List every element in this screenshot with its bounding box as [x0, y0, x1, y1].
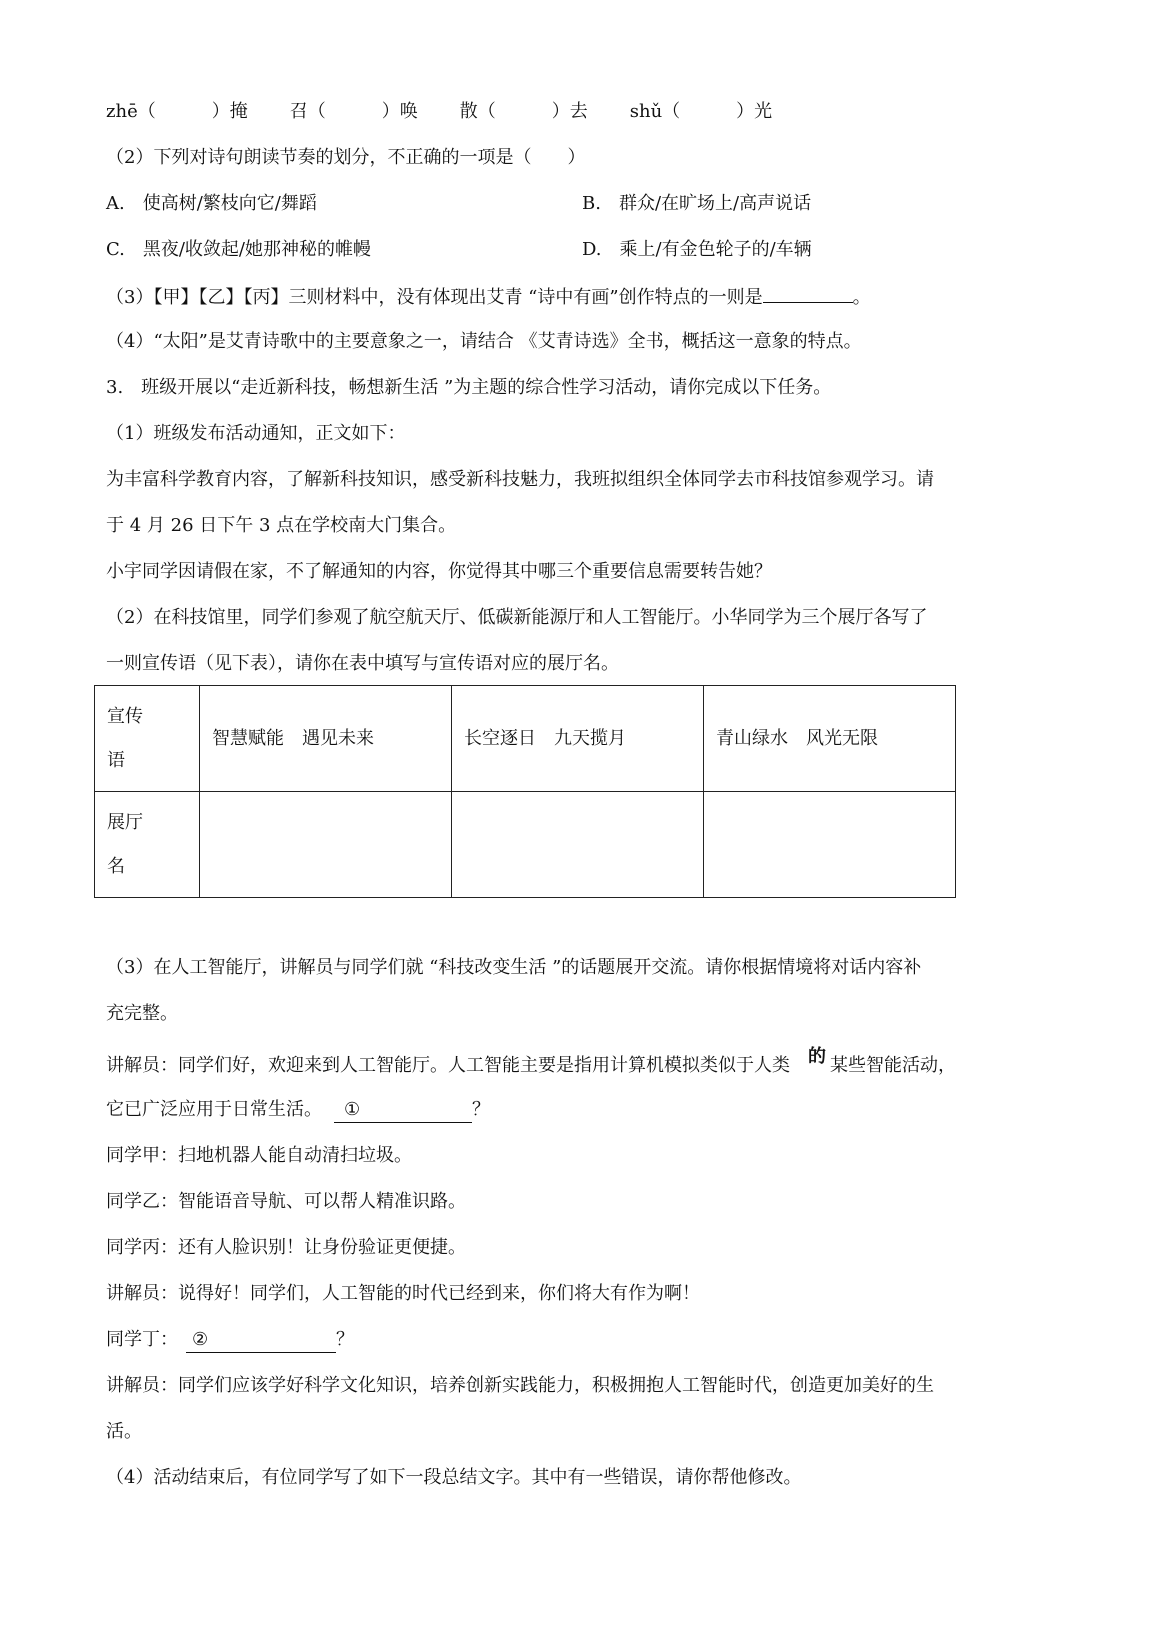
q2-option-b: B. 群众/在旷场上/高声说话 [582, 193, 812, 214]
q3-text: （3）【甲】【乙】【丙】三则材料中，没有体现出艾青 “诗中有画”创作特点的一则是 [106, 287, 763, 308]
dialogue-student-d-label: 同学丁： [106, 1329, 178, 1350]
row-head-slogan [95, 686, 200, 792]
task3-s1: （1）班级发布活动通知，正文如下： [106, 423, 406, 444]
slogan-cell-3 [704, 686, 956, 792]
q4-line: （4）“太阳”是艾青诗歌中的主要意象之一，请结合 《艾青诗选》全书，概括这一意象的特点。 [106, 331, 862, 352]
table-row-halls [95, 792, 956, 898]
dialogue-student-c: 同学丙：还有人脸识别！让身份验证更便捷。 [106, 1237, 466, 1258]
row-head-hall [95, 792, 200, 898]
row-head-hall-text: 展厅名 [107, 811, 143, 877]
q2-stem: （2）下列对诗句朗读节奏的划分，不正确的一项是（ ） [106, 147, 586, 168]
blank-2-marker: ② [192, 1329, 209, 1350]
exhibition-table [94, 685, 956, 898]
slogan-aerospace: 长空逐日 九天揽月 [464, 727, 626, 749]
blank-1-marker: ① [344, 1099, 361, 1120]
answer-blank-2[interactable] [186, 1328, 336, 1353]
q2-option-d: D. 乘上/有金色轮子的/车辆 [582, 239, 812, 260]
task3-ask1: 小宇同学因请假在家，不了解通知的内容，你觉得其中哪三个重要信息需要转告她？ [106, 561, 772, 582]
slogan-ai: 智慧赋能 遇见未来 [212, 727, 374, 749]
slogan-cell-2 [452, 686, 704, 792]
dialogue-student-d-q: ？ [336, 1329, 354, 1350]
dialogue-guide-1 [106, 1046, 956, 1078]
notice-line2: 于 4 月 26 日下午 3 点在学校南大门集合。 [106, 515, 457, 536]
char-yan: ）掩 [211, 101, 248, 122]
q2-option-a: A. 使高树/繁枝向它/舞蹈 [106, 193, 317, 214]
char-qu: ）去 [551, 101, 588, 122]
dialogue-student-b: 同学乙：智能语音导航、可以帮人精准识路。 [106, 1191, 466, 1212]
dialogue-guide-3b: 活。 [106, 1421, 142, 1442]
q3-answer-blank[interactable] [763, 284, 853, 303]
dialogue-guide-1-text: 讲解员：同学们好，欢迎来到人工智能厅。人工智能主要是指用计算机模拟类似于人类 [106, 1055, 790, 1076]
row-head-slogan-text: 宣传语 [107, 705, 143, 771]
hall-answer-3[interactable] [704, 792, 956, 898]
q3-end: 。 [852, 287, 871, 308]
dialogue-guide-1b-text: 它已广泛应用于日常生活。 [106, 1099, 322, 1120]
slogan-cell-1 [200, 686, 452, 792]
dialogue-guide-2: 讲解员：说得好！同学们，人工智能的时代已经到来，你们将大有作为啊！ [106, 1283, 700, 1304]
pinyin-line [106, 100, 772, 124]
notice-line1: 为丰富科学教育内容，了解新科技知识，感受新科技魅力，我班拟组织全体同学去市科技馆参观学习。请 [106, 469, 934, 490]
slogan-green-energy: 青山绿水 风光无限 [716, 727, 878, 749]
char-san: 散（ [459, 101, 496, 122]
task3-s2b: 一则宣传语（见下表），请你在表中填写与宣传语对应的展厅名。 [106, 653, 619, 674]
task3-s3a: （3）在人工智能厅，讲解员与同学们就 “科技改变生活 ”的话题展开交流。请你根据情境将对话内容补 [106, 957, 922, 978]
char-guang: ）光 [736, 101, 773, 122]
q2-option-c: C. 黑夜/收敛起/她那神秘的帷幔 [106, 239, 371, 260]
task3-s3b: 充完整。 [106, 1003, 178, 1024]
dialogue-guide-1b-q: ？ [472, 1099, 490, 1120]
dialogue-student-d [106, 1328, 354, 1353]
char-huan: ）唤 [381, 101, 418, 122]
task3-s4: （4）活动结束后，有位同学写了如下一段总结文字。其中有一些错误，请你帮他修改。 [106, 1467, 802, 1488]
dialogue-guide-1-de: 的 [808, 1046, 826, 1067]
q3-line [106, 284, 871, 310]
hall-answer-1[interactable] [200, 792, 452, 898]
pinyin-zhe: zhē（ [106, 101, 156, 122]
hall-answer-2[interactable] [452, 792, 704, 898]
task3-intro: 3. 班级开展以“走近新科技，畅想新生活 ”为主题的综合性学习活动，请你完成以下任务。 [106, 377, 832, 398]
dialogue-guide-1b [106, 1098, 490, 1123]
dialogue-student-a: 同学甲：扫地机器人能自动清扫垃圾。 [106, 1145, 412, 1166]
dialogue-guide-1-tail: 某些智能活动， [830, 1055, 956, 1076]
pinyin-shu: shǔ（ [629, 101, 681, 122]
table-row-slogans [95, 686, 956, 792]
dialogue-guide-3a: 讲解员：同学们应该学好科学文化知识，培养创新实践能力，积极拥抱人工智能时代，创造更加美好的生 [106, 1375, 934, 1396]
char-zhao: 召（ [289, 101, 326, 122]
task3-s2a: （2）在科技馆里，同学们参观了航空航天厅、低碳新能源厅和人工智能厅。小华同学为三个展厅各写了 [106, 607, 928, 628]
answer-blank-1[interactable] [334, 1098, 472, 1123]
